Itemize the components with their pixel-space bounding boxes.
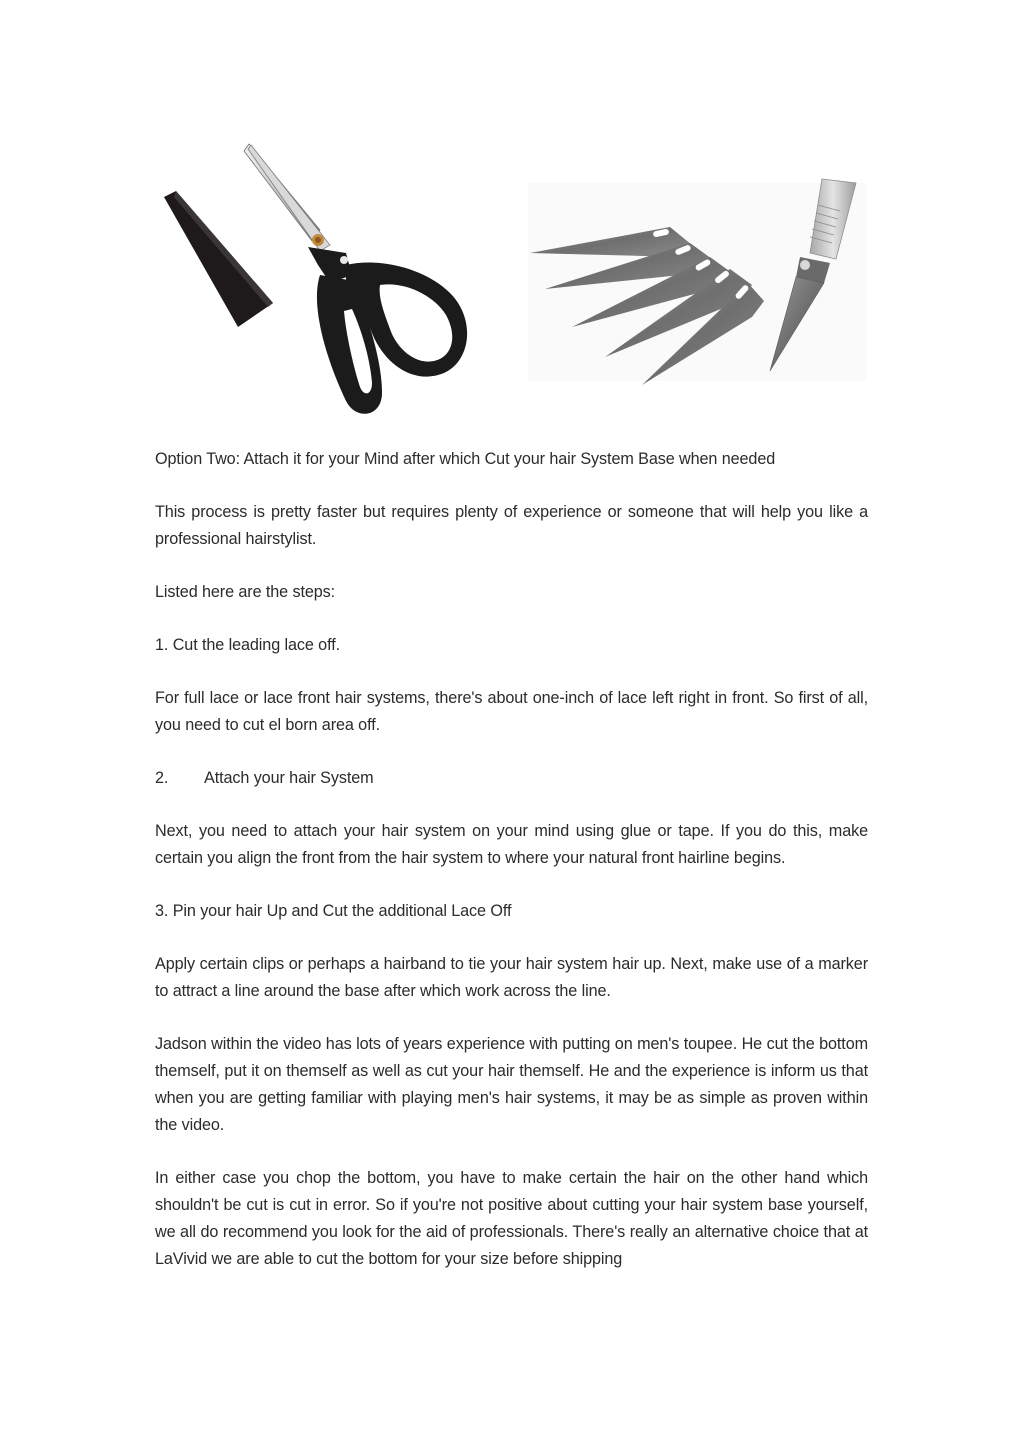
intro-paragraph: This process is pretty faster but requires plenty of experience or someone that will help you like a professional hairstylist. xyxy=(155,503,868,548)
option-heading: Option Two: Attach it for your Mind after which Cut your hair System Base when needed xyxy=(155,450,776,468)
closing-paragraph: In either case you chop the bottom, you have to make certain the hair on the other hand which shouldn't be cut is cut in error. So if you're not positive about cutting your hair system base yourself, we all do recommend you look for the aid of professionals. There's really an alternative choice that at LaVivid we are able to cut the bottom for your size before shipping xyxy=(155,1169,868,1268)
steps-intro: Listed here are the steps: xyxy=(155,583,336,601)
step2-number: 2. xyxy=(155,769,169,787)
article-body xyxy=(155,446,868,1299)
step3-heading: 3. Pin your hair Up and Cut the additional Lace Off xyxy=(155,902,512,920)
step3-paragraph: Apply certain clips or perhaps a hairband to tie your hair system hair up. Next, make use of a marker to attract a line around the base after which work across the line. xyxy=(155,955,868,1000)
step2-heading xyxy=(155,765,868,792)
step1-paragraph: For full lace or lace front hair systems, there's about one-inch of lace left right in front. So first of all, you need to cut el born area off. xyxy=(155,689,868,734)
step2-paragraph: Next, you need to attach your hair system on your mind using glue or tape. If you do this, make certain you align the front from the hair system to where your natural front hairline begins. xyxy=(155,822,868,867)
step2-title: Attach your hair System xyxy=(204,769,374,787)
tools-illustration xyxy=(150,135,875,430)
jadson-paragraph: Jadson within the video has lots of years experience with putting on men's toupee. He cut the bottom themself, put it on themself as well as cut your hair themself. He and the experience is inform us that when you are getting familiar with playing men's hair systems, it may be as simple as proven within the video. xyxy=(155,1035,868,1134)
step1-heading: 1. Cut the leading lace off. xyxy=(155,636,340,654)
craft-knife-icon xyxy=(528,179,866,385)
scissors-icon xyxy=(164,144,467,414)
